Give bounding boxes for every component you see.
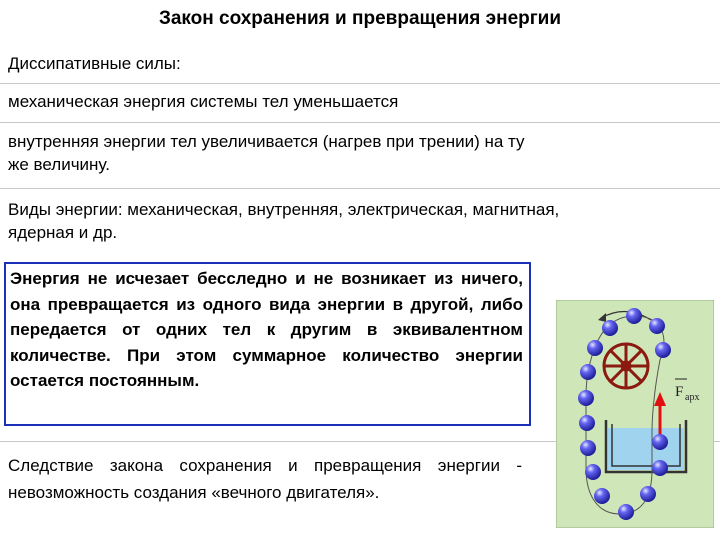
water-wheel <box>604 344 648 388</box>
bead <box>587 340 603 356</box>
bead <box>652 434 668 450</box>
bead <box>579 415 595 431</box>
energy-types-line: Виды энергии: механическая, внутренняя, электрическая, магнитная, ядерная и др. <box>8 200 560 242</box>
bead <box>580 364 596 380</box>
bead <box>585 464 601 480</box>
bead <box>640 486 656 502</box>
perpetual-motion-figure <box>556 300 714 528</box>
force-label: F <box>675 384 684 400</box>
figure-background <box>556 300 714 528</box>
dissipative-heading: Диссипативные силы: <box>8 54 181 73</box>
bead <box>652 460 668 476</box>
bead <box>655 342 671 358</box>
bead <box>580 440 596 456</box>
slide-title: Закон сохранения и превращения энергии <box>158 8 562 29</box>
mechanical-energy-line: механическая энергия системы тел уменьшается <box>8 92 399 111</box>
consequence-text: Следствие закона сохранения и превращения энергии - невозможность создания «вечного двигателя». <box>8 456 522 502</box>
bead <box>578 390 594 406</box>
bead <box>618 504 634 520</box>
divider <box>0 188 720 189</box>
bead <box>602 320 618 336</box>
divider <box>0 122 720 123</box>
divider <box>0 83 720 84</box>
bead <box>626 308 642 324</box>
internal-energy-line: внутренняя энергии тел увеличивается (нагрев при трении) на ту же величину. <box>8 132 525 174</box>
tank-water <box>608 428 684 470</box>
bead <box>594 488 610 504</box>
force-subscript: арх <box>685 392 700 403</box>
energy-principle-box: Энергия не исчезает бесследно и не возникает из ничего, она превращается из одного вида энергии в другой, либо передается от одних тел к другим в эквивалентном количестве. При этом суммарное количество энергии остается постоянным. <box>4 262 531 426</box>
bead <box>649 318 665 334</box>
